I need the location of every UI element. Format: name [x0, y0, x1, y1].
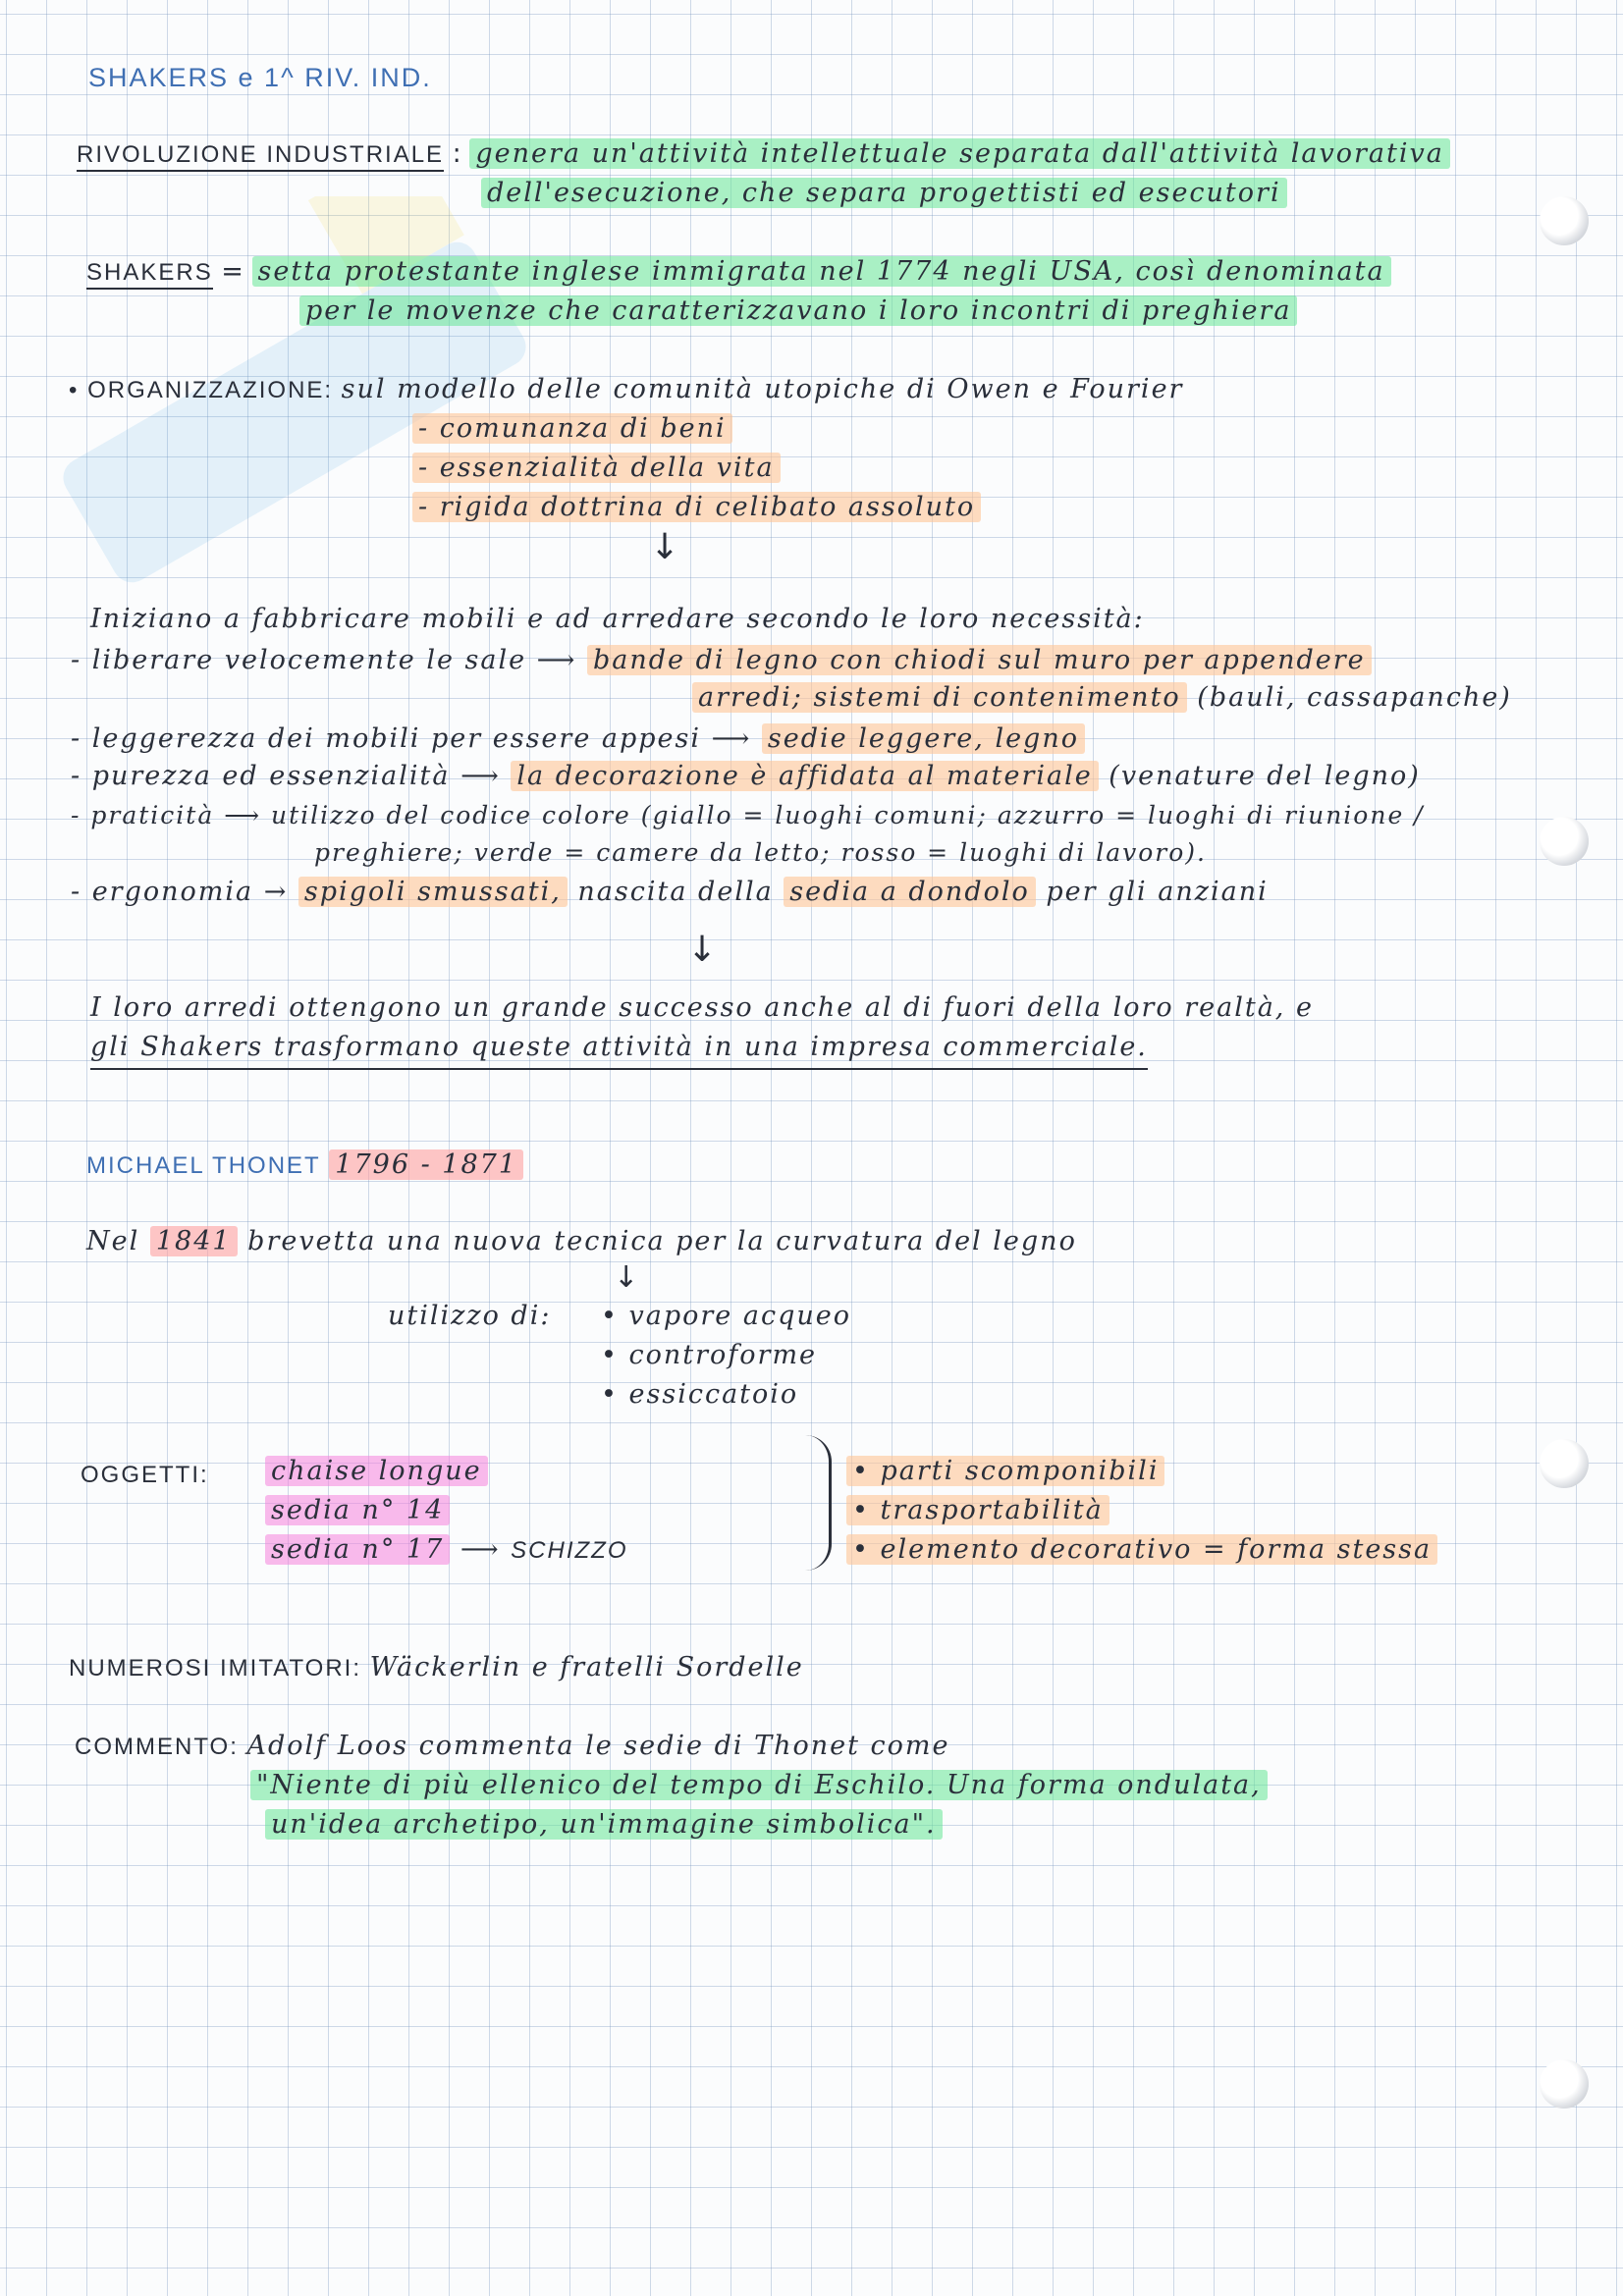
- riv-ind-line-2: [481, 175, 1287, 212]
- oggetti-item-text: chaise longue: [265, 1456, 488, 1486]
- arredi-point-5-result: spigoli smussati,: [298, 877, 568, 907]
- down-arrow-icon: ↓: [650, 527, 680, 567]
- imitatori-label: NUMEROSI IMITATORI:: [69, 1655, 362, 1682]
- oggetti-item-3: [265, 1531, 628, 1570]
- organizzazione-line: [69, 371, 1183, 409]
- arredi-point-5-highlight: sedia a dondolo: [784, 877, 1035, 907]
- organizzazione-item-3: [412, 489, 981, 526]
- utilizzo-label: utilizzo di:: [388, 1301, 552, 1331]
- arredi-point-1-result: bande di legno con chiodi sul muro per appendere: [587, 645, 1372, 675]
- commento-text: Adolf Loos commenta le sedie di Thonet come: [246, 1731, 950, 1761]
- right-arrow-icon: →: [263, 877, 289, 907]
- organizzazione-item-2: [412, 450, 781, 487]
- binder-hole: [1540, 817, 1589, 866]
- arredi-line-5: [71, 874, 1269, 911]
- successo-line-2: gli Shakers trasformano queste attività in una impresa commerciale.: [90, 1029, 1148, 1070]
- arredi-point-2: - leggerezza dei mobili per essere appesi: [71, 723, 702, 754]
- utilizzo-item-1: • vapore acqueo: [601, 1301, 851, 1331]
- oggetti-item-text: sedia n° 14: [265, 1495, 450, 1525]
- oggetti-item-2: [265, 1492, 450, 1529]
- feature-1: [846, 1453, 1164, 1490]
- right-arrow-icon: ⟶: [536, 645, 577, 675]
- feature-text: • elemento decorativo = forma stessa: [846, 1534, 1437, 1565]
- feature-2: [846, 1492, 1109, 1529]
- right-arrow-icon: ⟶: [460, 1534, 501, 1565]
- shakers-line-2: [299, 293, 1297, 330]
- shakers-line-1: [86, 253, 1391, 292]
- arredi-point-3-result: la decorazione è affidata al materiale: [511, 761, 1098, 791]
- arredi-point-4-result: utilizzo del codice colore (giallo = luoghi comuni; azzurro = luoghi di riunione /: [271, 801, 1425, 829]
- riv-ind-text-2: dell'esecuzione, che separa progettisti ed esecutori: [481, 178, 1287, 208]
- arredi-point-1: - liberare velocemente le sale: [71, 645, 527, 675]
- commento-line: [75, 1728, 950, 1766]
- utilizzo-item-3: • essiccatoio: [601, 1379, 799, 1410]
- shakers-label: SHAKERS: [86, 259, 213, 290]
- down-arrow-icon: ↓: [687, 930, 718, 970]
- arredi-intro: Iniziano a fabbricare mobili e ad arredare secondo le loro necessità:: [90, 604, 1145, 634]
- arredi-line-3: [71, 758, 1421, 795]
- riv-ind-text-1: genera un'attività intellettuale separata dall'attività lavorativa: [469, 138, 1450, 169]
- arredi-point-3: - purezza ed essenzialità: [71, 761, 451, 791]
- organizzazione-label: • ORGANIZZAZIONE:: [69, 377, 334, 403]
- right-arrow-icon: ⟶: [224, 801, 262, 829]
- arredi-point-1-result-cont: arredi; sistemi di contenimento: [692, 682, 1187, 713]
- thonet-heading: [86, 1147, 523, 1185]
- right-arrow-icon: ⟶: [460, 761, 501, 791]
- oggetti-item-text: sedia n° 17: [265, 1534, 450, 1565]
- shakers-text-2: per le movenze che caratterizzavano i loro incontri di preghiera: [299, 295, 1297, 326]
- feature-3: [846, 1531, 1437, 1569]
- riv-ind-sep: :: [452, 138, 461, 169]
- commento-quote-text: "Niente di più ellenico del tempo di Eschilo. Una forma ondulata,: [250, 1770, 1268, 1800]
- feature-text: • trasportabilità: [846, 1495, 1109, 1525]
- organizzazione-item-text: - comunanza di beni: [412, 413, 732, 444]
- arredi-point-4: - praticità: [71, 801, 215, 829]
- binder-hole: [1540, 2059, 1589, 2109]
- arredi-point-2-result: sedie leggere, legno: [762, 723, 1085, 754]
- commento-label: COMMENTO:: [75, 1734, 239, 1760]
- arredi-point-5: - ergonomia: [71, 877, 254, 907]
- oggetti-item-1: [265, 1453, 488, 1490]
- organizzazione-item-1: [412, 410, 732, 448]
- shakers-text-1: setta protestante inglese immigrata nel 1774 negli USA, così denominata: [252, 256, 1391, 287]
- down-arrow-icon: ↓: [614, 1260, 639, 1295]
- arredi-point-5-text: nascita della: [577, 877, 774, 907]
- brevetto-pre: Nel: [86, 1226, 140, 1256]
- utilizzo-item-2: • controforme: [601, 1340, 818, 1370]
- binder-hole: [1540, 196, 1589, 245]
- oggetti-label: OGGETTI:: [81, 1462, 209, 1488]
- thonet-name: MICHAEL THONET: [86, 1152, 321, 1179]
- arredi-line-1: [71, 642, 1372, 679]
- arredi-line-2: [71, 721, 1085, 758]
- binder-hole: [1540, 1439, 1589, 1488]
- commento-quote-2: [265, 1806, 943, 1843]
- riv-ind-label: RIVOLUZIONE INDUSTRIALE: [77, 141, 444, 172]
- brevetto-text: brevetta una nuova tecnica per la curvatura del legno: [247, 1226, 1077, 1256]
- thonet-years: 1796 - 1871: [329, 1149, 523, 1180]
- shakers-sep: =: [221, 256, 243, 287]
- imitatori-line: [69, 1649, 804, 1687]
- riv-ind-line-1: [77, 135, 1450, 174]
- arredi-point-3-note: (venature del legno): [1109, 761, 1421, 791]
- organizzazione-item-text: - essenzialità della vita: [412, 453, 781, 483]
- brevetto-year: 1841: [150, 1226, 238, 1256]
- arredi-line-4b: preghiere; verde = camere da letto; rosso = luoghi di lavoro).: [314, 838, 1207, 867]
- schizzo-label: SCHIZZO: [511, 1537, 628, 1564]
- organizzazione-text: sul modello delle comunità utopiche di Owen e Fourier: [341, 374, 1184, 404]
- commento-quote-text: un'idea archetipo, un'immagine simbolica".: [265, 1809, 943, 1840]
- commento-quote-1: [250, 1767, 1268, 1804]
- thonet-brevetto-line: [86, 1223, 1077, 1260]
- arredi-point-5-end: per gli anziani: [1046, 877, 1269, 907]
- right-arrow-icon: ⟶: [711, 723, 752, 754]
- feature-text: • parti scomponibili: [846, 1456, 1164, 1486]
- organizzazione-item-text: - rigida dottrina di celibato assoluto: [412, 492, 981, 522]
- imitatori-text: Wäckerlin e fratelli Sordelle: [369, 1652, 804, 1682]
- page-title: SHAKERS e 1^ RIV. IND.: [88, 63, 432, 92]
- arredi-point-1-note: (bauli, cassapanche): [1197, 682, 1512, 713]
- brace-icon: [805, 1435, 832, 1571]
- arredi-line-4: [71, 797, 1425, 834]
- successo-line-1: I loro arredi ottengono un grande successo anche al di fuori della loro realtà, e: [90, 992, 1314, 1023]
- arredi-line-1b: [692, 679, 1512, 717]
